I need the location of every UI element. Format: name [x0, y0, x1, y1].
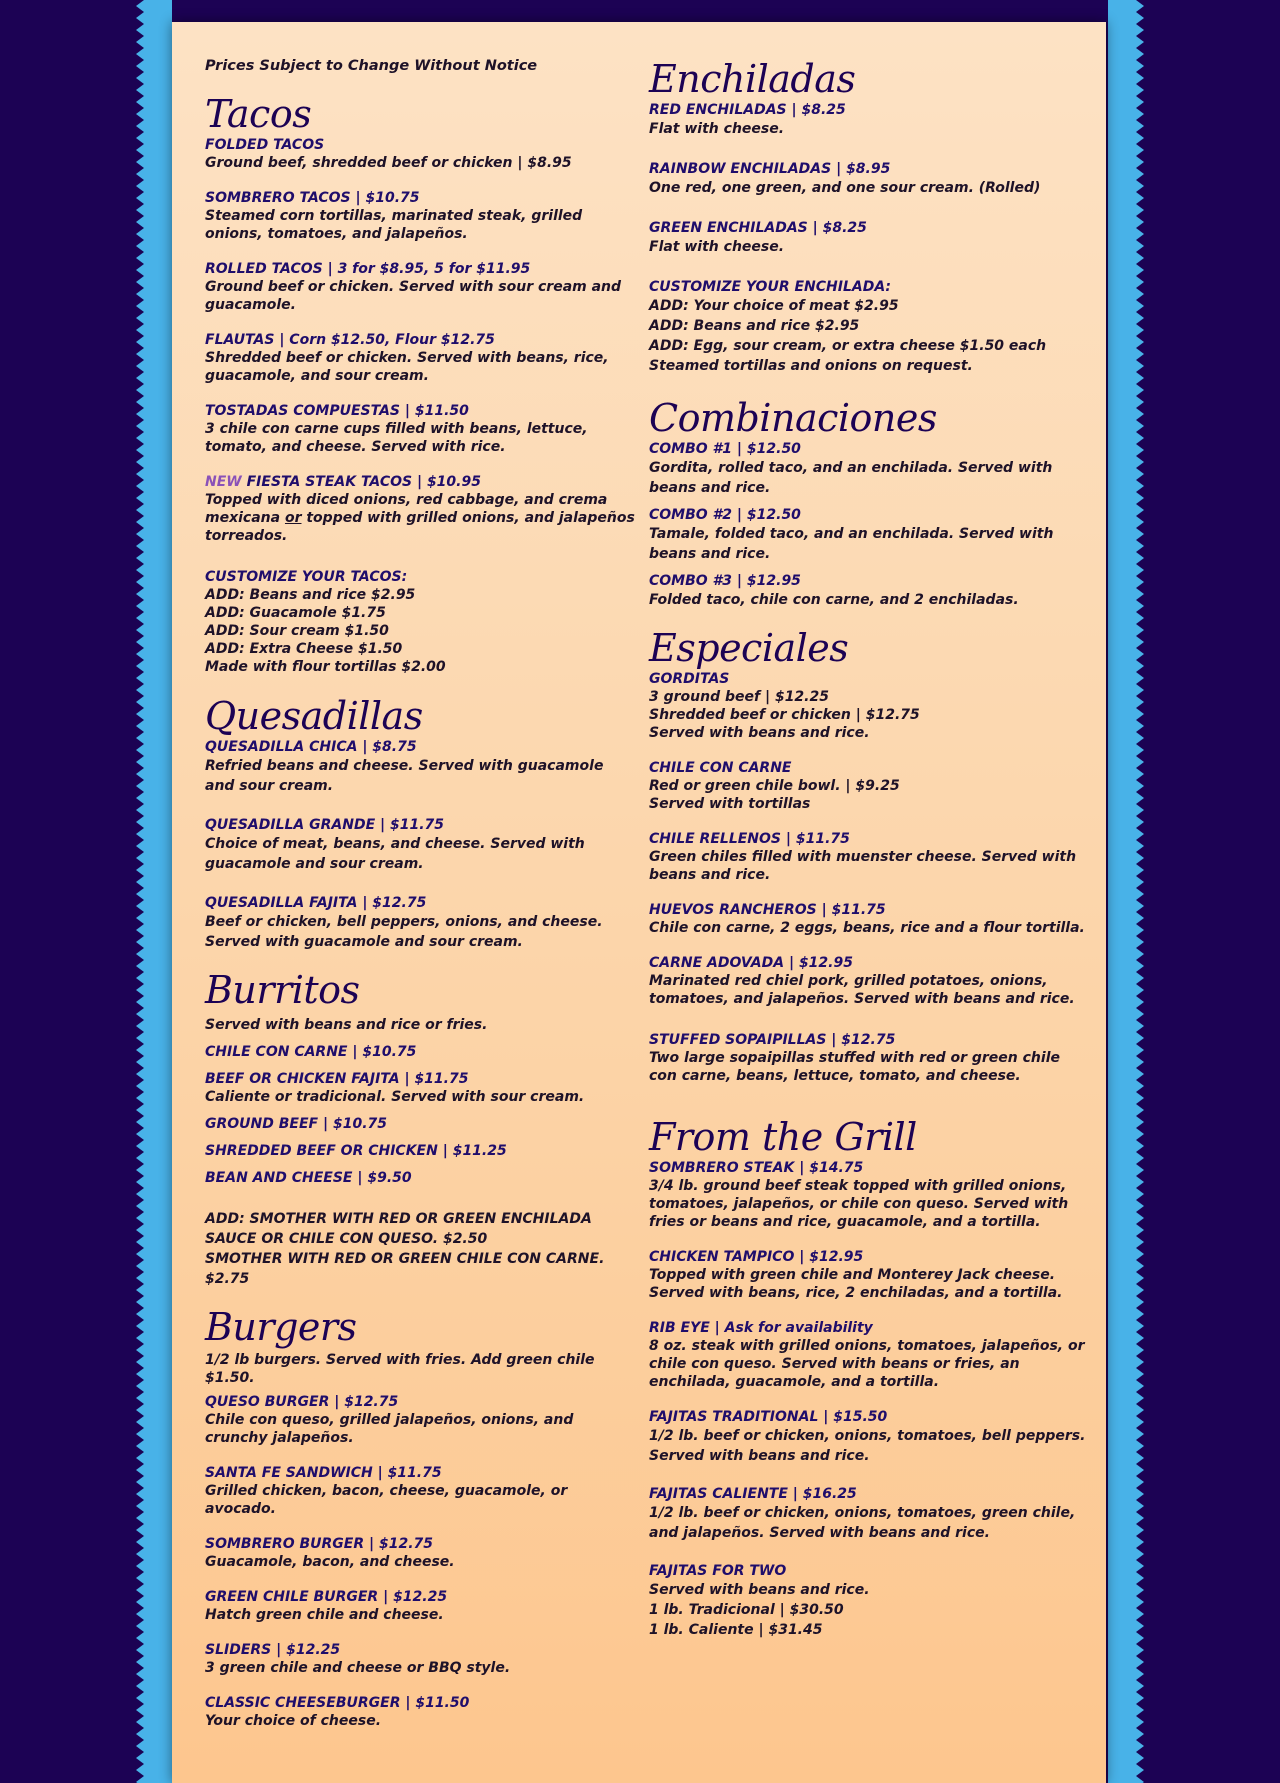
item-line: Shredded beef or chicken | $12.75: [649, 707, 920, 723]
item-desc: Choice of meat, beans, and cheese. Served with guacamole and sour cream.: [205, 836, 585, 872]
item-line: Served with beans and rice.: [649, 1582, 870, 1598]
item-line: 1 lb. Caliente | $31.45: [649, 1622, 823, 1638]
item-name: ROLLED TACOS | 3 for $8.95, 5 for $11.95: [205, 261, 531, 277]
item-name: GORDITAS: [649, 671, 730, 687]
item-name: COMBO #3 | $12.95: [649, 573, 801, 589]
item-name: SHREDDED BEEF OR CHICKEN | $11.25: [205, 1143, 507, 1159]
item-line: Red or green chile bowl. | $9.25: [649, 778, 900, 794]
item-name: CHILE CON CARNE | $10.75: [205, 1044, 417, 1060]
quesadillas-title: Quesadillas: [205, 694, 423, 738]
item-desc: Folded taco, chile con carne, and 2 enchiladas.: [649, 592, 1019, 608]
item-desc: Gordita, rolled taco, and an enchilada. Served with beans and rice.: [649, 460, 1053, 496]
burritos-addons: [205, 1209, 635, 1289]
customize-line: ADD: Extra Cheese $1.50: [205, 641, 403, 657]
item-desc: Tamale, folded taco, and an enchilada. Served with beans and rice.: [649, 526, 1054, 562]
menu-item: [205, 1464, 635, 1518]
addon-line: SMOTHER WITH RED OR GREEN CHILE CON CARNE. $2.75: [205, 1251, 605, 1287]
menu-item: [205, 1115, 635, 1133]
item-name-text: FIESTA STEAK TACOS | $10.95: [246, 474, 481, 490]
item-line: 3 ground beef | $12.25: [649, 689, 829, 705]
menu-item: [649, 1159, 1089, 1231]
item-name: FAJITAS TRADITIONAL | $15.50: [649, 1409, 888, 1425]
menu-item: [649, 572, 1089, 610]
item-name: RAINBOW ENCHILADAS | $8.95: [649, 161, 891, 177]
item-name: QUESADILLA CHICA | $8.75: [205, 739, 417, 755]
item-desc: Flat with cheese.: [649, 121, 785, 137]
item-desc: 1/2 lb. beef or chicken, onions, tomatoes, green chile, and jalapeños. Served with beans and rice.: [649, 1505, 1076, 1541]
or-word: or: [284, 510, 302, 526]
tacos-title: Tacos: [205, 92, 312, 136]
menu-item: [205, 1070, 635, 1106]
item-name: RED ENCHILADAS | $8.25: [649, 102, 846, 118]
item-name: SOMBRERO STEAK | $14.75: [649, 1160, 864, 1176]
item-name: GREEN CHILE BURGER | $12.25: [205, 1589, 448, 1605]
menu-item: [205, 1142, 635, 1160]
combinaciones-title: Combinaciones: [649, 396, 937, 440]
item-name: FAJITAS FOR TWO: [649, 1563, 787, 1579]
item-desc: Caliente or tradicional. Served with sour cream.: [205, 1089, 585, 1105]
item-desc: Flat with cheese.: [649, 239, 785, 255]
menu-item: [205, 1169, 635, 1187]
item-desc: Hatch green chile and cheese.: [205, 1607, 444, 1623]
item-desc: Beef or chicken, bell peppers, onions, and cheese. Served with guacamole and sour cream.: [205, 914, 603, 950]
menu-item: [649, 219, 1089, 257]
menu-item: [205, 1641, 635, 1677]
right-zigzag-shape: [1108, 0, 1144, 1783]
item-desc: Marinated red chiel pork, grilled potatoes, onions, tomatoes, and jalapeños. Served with beans and rice.: [649, 973, 1075, 1007]
right-zigzag-border: [1108, 0, 1144, 1783]
customize-line: ADD: Sour cream $1.50: [205, 623, 389, 639]
item-name: GROUND BEEF | $10.75: [205, 1116, 387, 1132]
item-desc: Green chiles filled with muenster cheese. Served with beans and rice.: [649, 849, 1077, 883]
item-name: QUESADILLA GRANDE | $11.75: [205, 817, 445, 833]
menu-item: [205, 1694, 635, 1730]
item-desc: Shredded beef or chicken. Served with beans, rice, guacamole, and sour cream.: [205, 350, 609, 384]
gorditas-item: [649, 670, 1089, 742]
item-name: HUEVOS RANCHEROS | $11.75: [649, 902, 886, 918]
item-desc: 3 chile con carne cups filled with beans, lettuce, tomato, and cheese. Served with rice.: [205, 421, 588, 455]
item-desc: Topped with green chile and Monterey Jack cheese. Served with beans, rice, 2 enchiladas, and a tortilla.: [649, 1267, 1063, 1301]
item-name: COMBO #2 | $12.50: [649, 507, 801, 523]
item-desc: [205, 491, 635, 545]
item-desc: Chile con carne, 2 eggs, beans, rice and a flour tortilla.: [649, 920, 1085, 936]
item-desc: Your choice of cheese.: [205, 1713, 382, 1729]
item-line: Served with beans and rice.: [649, 725, 870, 741]
item-name: CHILE RELLENOS | $11.75: [649, 831, 850, 847]
fiesta-steak-tacos-item: [205, 473, 635, 545]
item-desc: 3 green chile and cheese or BBQ style.: [205, 1660, 511, 1676]
burgers-intro: 1/2 lb burgers. Served with fries. Add green chile $1.50.: [205, 1352, 595, 1386]
item-desc-b: topped with grilled onions, and jalapeños torreados.: [205, 510, 635, 544]
item-name: FAJITAS CALIENTE | $16.25: [649, 1486, 857, 1502]
burritos-title: Burritos: [205, 968, 360, 1012]
menu-item: [205, 331, 635, 385]
item-name: FOLDED TACOS: [205, 137, 325, 153]
item-name: CHILE CON CARNE: [649, 760, 792, 776]
item-name: [205, 473, 635, 491]
item-desc: Grilled chicken, bacon, cheese, guacamole, or avocado.: [205, 1483, 568, 1517]
menu-item: [649, 1485, 1089, 1543]
item-name: CHICKEN TAMPICO | $12.95: [649, 1249, 864, 1265]
menu-item: [205, 1043, 635, 1061]
customize-line: Made with flour tortillas $2.00: [205, 659, 446, 675]
menu-item: [205, 260, 635, 314]
item-desc: Ground beef, shredded beef or chicken | $8.95: [205, 155, 572, 171]
customize-line: Steamed tortillas and onions on request.: [649, 358, 973, 374]
left-zigzag-border: [136, 0, 172, 1783]
menu-item: [205, 738, 635, 796]
item-name: BEAN AND CHEESE | $9.50: [205, 1170, 412, 1186]
menu-item: [649, 1248, 1089, 1302]
menu-item: [649, 954, 1089, 1008]
customize-tacos-title: CUSTOMIZE YOUR TACOS:: [205, 569, 408, 585]
item-name: SLIDERS | $12.25: [205, 1642, 341, 1658]
item-desc: One red, one green, and one sour cream. (Rolled): [649, 180, 1041, 196]
menu-right-column: [649, 22, 1089, 1640]
menu-left-column: [205, 22, 635, 1730]
enchiladas-title: Enchiladas: [649, 57, 856, 101]
item-name: SANTA FE SANDWICH | $11.75: [205, 1465, 442, 1481]
customize-line: ADD: Your choice of meat $2.95: [649, 298, 899, 314]
menu-item: [205, 816, 635, 874]
menu-item: [205, 402, 635, 456]
item-line: 1 lb. Tradicional | $30.50: [649, 1602, 844, 1618]
menu-item: [649, 160, 1089, 198]
menu-item: [205, 1535, 635, 1571]
customize-line: ADD: Beans and rice $2.95: [649, 318, 860, 334]
addon-line: ADD: SMOTHER WITH RED OR GREEN ENCHILADA SAUCE OR CHILE CON QUESO. $2.50: [205, 1211, 592, 1247]
menu-page: [172, 22, 1106, 1783]
menu-item: [649, 440, 1089, 498]
item-desc-a: Topped with diced onions, red cabbage, and crema mexicana: [205, 492, 608, 526]
item-name: CLASSIC CHEESEBURGER | $11.50: [205, 1695, 470, 1711]
burritos-intro: Served with beans and rice or fries.: [205, 1017, 488, 1033]
menu-item: [649, 101, 1089, 139]
item-desc: 8 oz. steak with grilled onions, tomatoes, jalapeños, or chile con queso. Served with beans or fries, an enchilada, guacamole, and a tortilla.: [649, 1338, 1085, 1390]
item-name: SOMBRERO TACOS | $10.75: [205, 190, 420, 206]
item-desc: Steamed corn tortillas, marinated steak, grilled onions, tomatoes, and jalapeños.: [205, 208, 583, 242]
item-name: SOMBRERO BURGER | $12.75: [205, 1536, 434, 1552]
item-name: TOSTADAS COMPUESTAS | $11.50: [205, 403, 469, 419]
item-desc: Two large sopaipillas stuffed with red or green chile con carne, beans, lettuce, tomato, and cheese.: [649, 1050, 1060, 1084]
menu-item: [205, 894, 635, 952]
item-name: QUESO BURGER | $12.75: [205, 1394, 399, 1410]
menu-item: [205, 1588, 635, 1624]
menu-item: [205, 189, 635, 243]
item-desc: Chile con queso, grilled jalapeños, onions, and crunchy jalapeños.: [205, 1412, 574, 1446]
item-desc: Ground beef or chicken. Served with sour cream and guacamole.: [205, 279, 622, 313]
item-desc: Guacamole, bacon, and cheese.: [205, 1554, 455, 1570]
menu-item: [649, 506, 1089, 564]
new-badge: NEW: [205, 474, 242, 490]
left-zigzag-shape: [136, 0, 172, 1783]
item-line: Served with tortillas: [649, 796, 811, 812]
menu-item: [205, 1393, 635, 1447]
item-desc: Refried beans and cheese. Served with guacamole and sour cream.: [205, 758, 604, 794]
fajitas-for-two-item: [649, 1562, 1089, 1640]
chile-con-carne-item: [649, 759, 1089, 813]
menu-item: [649, 1031, 1089, 1085]
customize-line: ADD: Beans and rice $2.95: [205, 587, 416, 603]
item-name: CARNE ADOVADA | $12.95: [649, 955, 853, 971]
price-notice: Prices Subject to Change Without Notice: [205, 58, 538, 74]
customize-line: ADD: Egg, sour cream, or extra cheese $1.50 each: [649, 338, 1047, 354]
item-name: BEEF OR CHICKEN FAJITA | $11.75: [205, 1071, 469, 1087]
customize-tacos: [205, 568, 635, 676]
item-name: STUFFED SOPAIPILLAS | $12.75: [649, 1032, 896, 1048]
item-desc: 1/2 lb. beef or chicken, onions, tomatoes, bell peppers. Served with beans and rice.: [649, 1428, 1086, 1464]
especiales-title: Especiales: [649, 626, 849, 670]
customize-enchilada-title: CUSTOMIZE YOUR ENCHILADA:: [649, 279, 892, 295]
menu-item: [649, 1319, 1089, 1391]
menu-item: [649, 830, 1089, 884]
menu-item: [205, 136, 635, 172]
customize-enchilada: [649, 278, 1089, 376]
item-desc: 3/4 lb. ground beef steak topped with grilled onions, tomatoes, jalapeños, or chile con queso. Served with fries or beans and rice, guacamole, and a tortilla.: [649, 1178, 1069, 1230]
menu-item: [649, 901, 1089, 937]
item-name: GREEN ENCHILADAS | $8.25: [649, 220, 867, 236]
burgers-title: Burgers: [205, 1305, 357, 1349]
item-name: COMBO #1 | $12.50: [649, 441, 801, 457]
menu-item: [649, 1408, 1089, 1466]
item-name: FLAUTAS | Corn $12.50, Flour $12.75: [205, 332, 495, 348]
customize-line: ADD: Guacamole $1.75: [205, 605, 386, 621]
item-name: QUESADILLA FAJITA | $12.75: [205, 895, 427, 911]
item-name: RIB EYE | Ask for availability: [649, 1320, 873, 1336]
grill-title: From the Grill: [649, 1115, 917, 1159]
